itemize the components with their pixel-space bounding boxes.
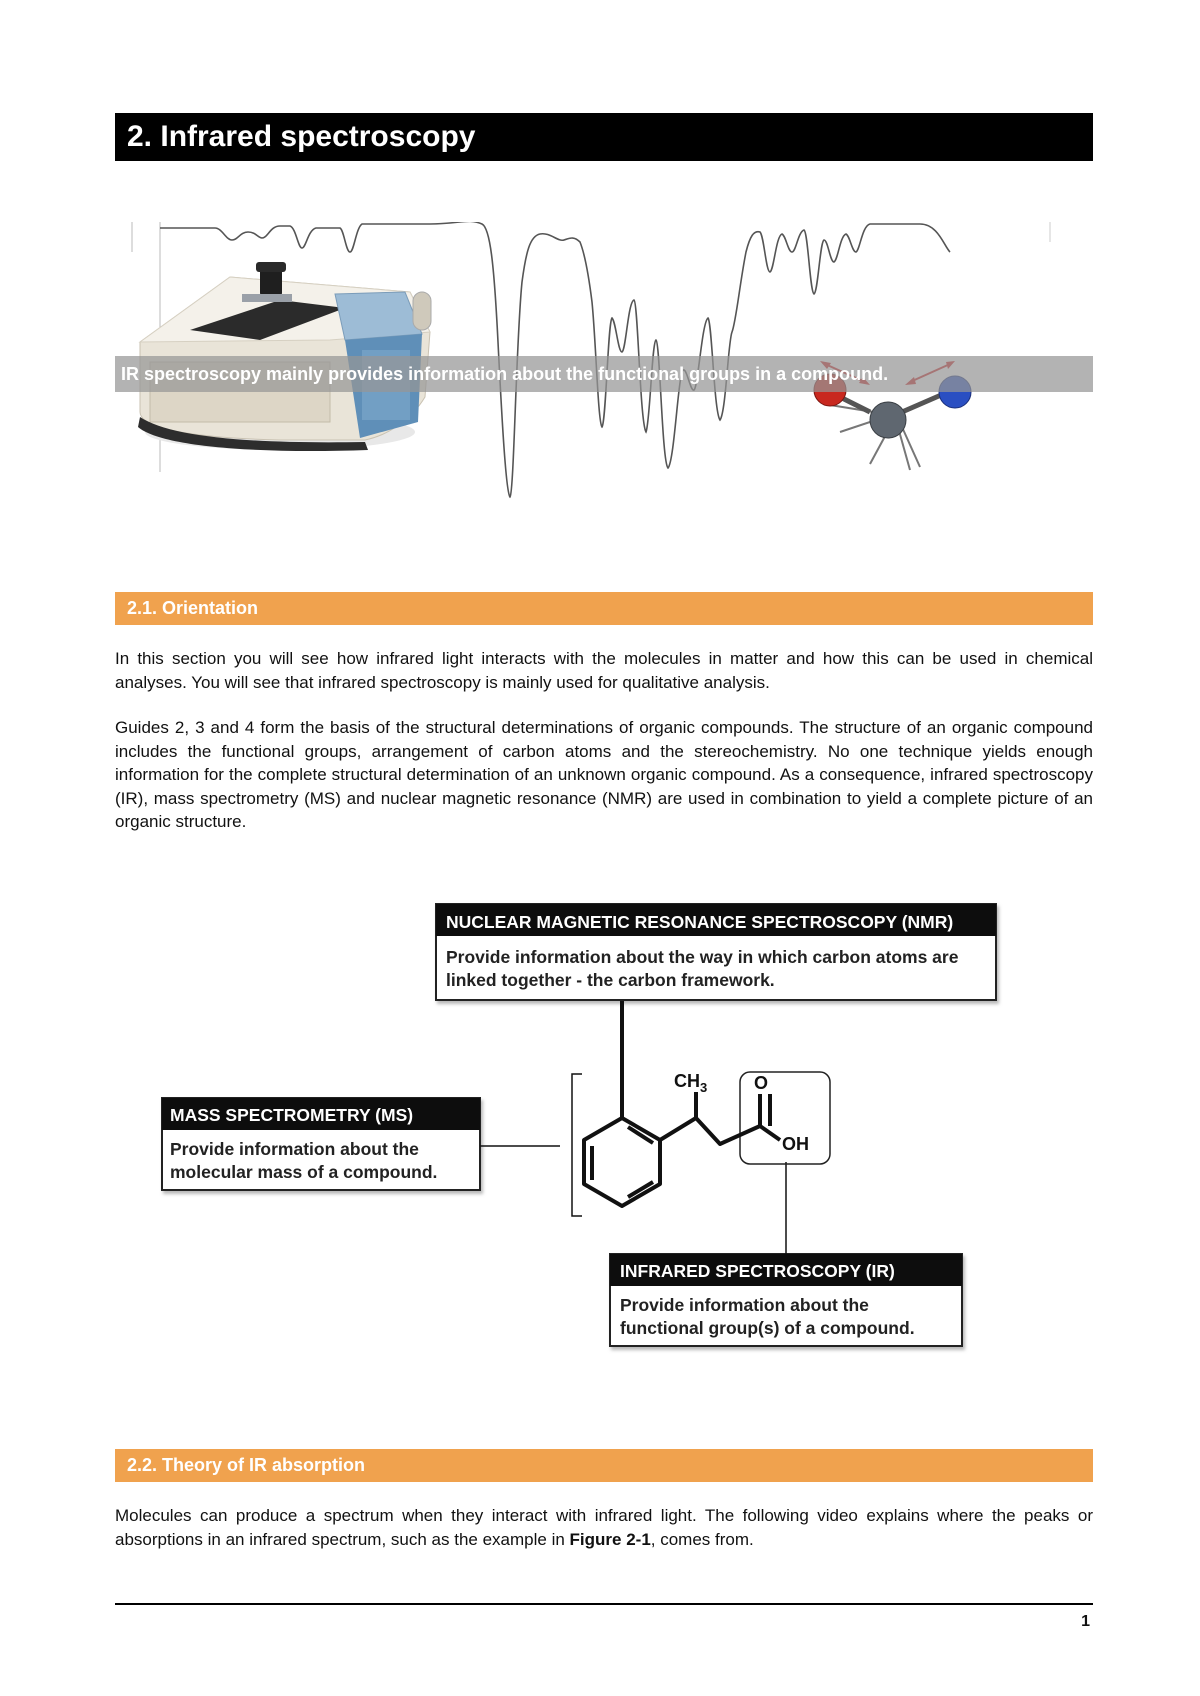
page-number: 1 — [1081, 1613, 1090, 1630]
orientation-paragraph-1: In this section you will see how infrared light interacts with the molecules in matter and how this can be used in chemical analyses. You will see that infrared spectroscopy is mainly used for qualitative analysis. — [115, 649, 1093, 692]
orientation-paragraph-2: Guides 2, 3 and 4 form the basis of the structural determinations of organic compounds. The structure of an organic compound includes the functional groups, arrangement of carbon atoms and the stereochemistry. No one technique yields enough information for the complete structural determination of an unknown organic compound. As a consequence, infrared spectroscopy (IR), mass spectrometry (MS) and nuclear magnetic resonance (NMR) are used in combination to yield a complete picture of an organic structure. — [115, 718, 1093, 831]
nmr-description-line-2: linked together - the carbon framework. — [446, 970, 775, 990]
ir-title: INFRARED SPECTROSCOPY (IR) — [620, 1261, 895, 1281]
section-heading-orientation: 2.1. Orientation — [115, 592, 1093, 625]
nmr-title: NUCLEAR MAGNETIC RESONANCE SPECTROSCOPY (NMR) — [446, 912, 954, 932]
nmr-description-line-1: Provide information about the way in which carbon atoms are — [446, 947, 959, 967]
oxygen-label: O — [754, 1073, 769, 1093]
ms-description-line-1: Provide information about the — [170, 1139, 419, 1159]
footer-rule — [115, 1603, 1093, 1605]
ms-bracket — [572, 1074, 582, 1216]
ms-title: MASS SPECTROMETRY (MS) — [170, 1105, 414, 1125]
hero-caption: IR spectroscopy mainly provides information about the functional groups in a compound. — [115, 356, 1093, 392]
chapter-title: 2. Infrared spectroscopy — [115, 113, 1093, 161]
ir-description-line-1: Provide information about the — [620, 1295, 869, 1315]
section-heading-theory: 2.2. Theory of IR absorption — [115, 1449, 1093, 1482]
figure-reference: Figure 2-1 — [569, 1529, 651, 1549]
hydroxyl-label: OH — [782, 1134, 809, 1154]
theory-text-2: , comes from. — [650, 1529, 754, 1549]
ms-description-line-2: molecular mass of a compound. — [170, 1162, 438, 1182]
theory-text-1: Molecules can produce a spectrum when they interact with infrared light. The following video explains where the peaks or absorptions in an infrared spectrum, such as the example in — [115, 1506, 1093, 1549]
ch3-label: $CH_3$ — [674, 1071, 708, 1095]
molecule-structure — [584, 1092, 780, 1206]
ir-description-line-2: functional group(s) of a compound. — [620, 1318, 915, 1338]
orientation-body — [115, 647, 1093, 856]
theory-paragraph — [115, 1504, 1093, 1551]
theory-body — [115, 1504, 1093, 1573]
techniques-diagram — [150, 900, 1050, 1370]
